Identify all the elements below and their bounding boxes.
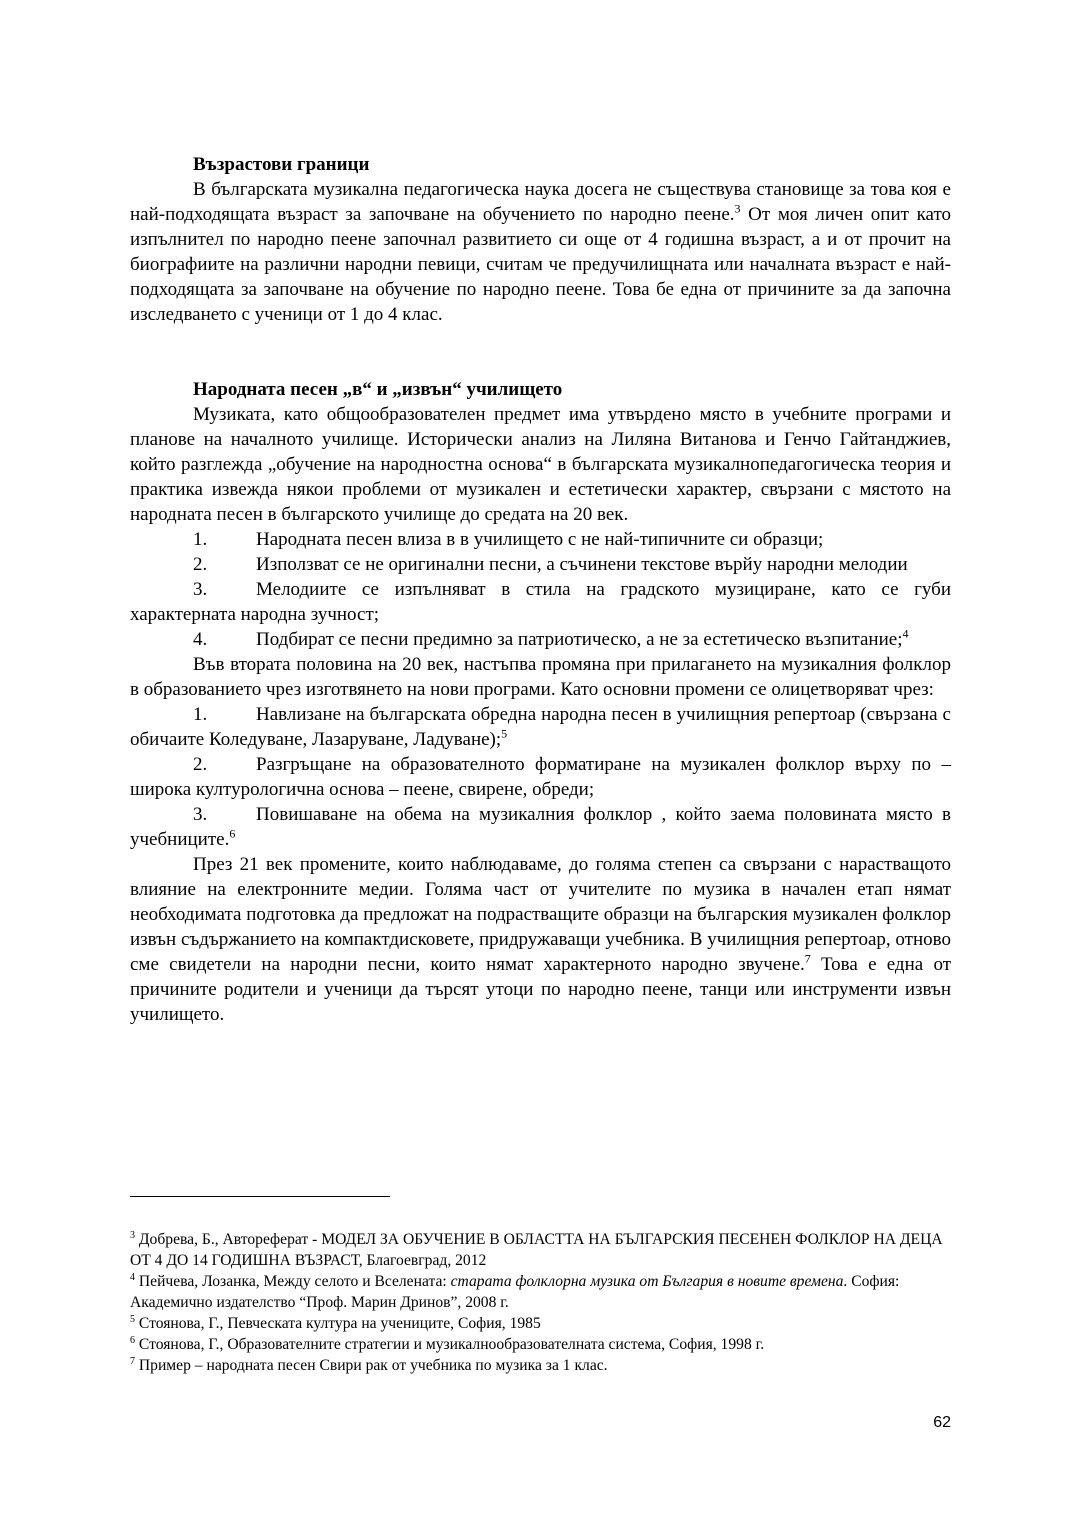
section-heading-age-limits: Възрастови граници: [193, 154, 370, 175]
footnote-ref: 4: [902, 626, 909, 641]
list-item: 2. Разгръщане на образователното форматиране на музикален фолклор върху по – широка културологична основа – пеене, свирене, обреди;: [130, 754, 951, 800]
section-heading-folk-song: Народната песен „в“ и „извън“ училището: [193, 379, 563, 400]
list-item: 4. Подбират се песни предимно за патриотическо, а не за естетическо възпитание;$^4$: [193, 626, 909, 650]
footnote: $^3$ Добрева, Б., Автореферат - МОДЕЛ ЗА ОБУЧЕНИЕ В ОБЛАСТТА НА БЪЛГАРСКИЯ ПЕСЕНЕН ФОЛКЛОР НА ДЕЦА ОТ 4 ДО 14 ГОДИШНА ВЪЗРАСТ, Благоевград, 2012: [130, 1229, 943, 1269]
list-item: 1. Народната песен влиза в в училището с не най-типичните си образци;: [193, 529, 824, 550]
footnote: $^5$ Стоянова, Г., Певческата култура на учениците, София, 1985: [130, 1313, 541, 1332]
list-item: 3. Повишаване на обема на музикалния фолклор , който заема половината място в учебниците.$^6$: [130, 804, 951, 850]
paragraph: Във втората половина на 20 век, настъпва промяна при прилагането на музикалния фолклор в образованието чрез изготвянето на нови програми. Като основни промени се олицетворяват чрез:: [130, 654, 951, 700]
footnote-ref: 6: [229, 826, 236, 841]
footnote-separator: [130, 1196, 390, 1197]
footnote: $^7$ Пример – народната песен Свири рак от учебника по музика за 1 клас.: [130, 1355, 608, 1374]
paragraph: В българската музикална педагогическа наука досега не съществува становище за това коя е най-подходящата възраст за започване на обучението по народно пеене.$^3$ От моя личен опит като изпълнител по народно пеене започнал развитието си още от 4 годишна възраст, а и от прочит на биографиите на различни народни певици, считам че предучилищната или началната възраст е най-подходящата за започване на обучение по народно пеене. Това бе една от причините за да започна изследването с ученици от 1 до 4 клас.: [130, 179, 952, 325]
footnote: $^6$ Стоянова, Г., Образователните стратегии и музикалнообразователната система, София, 1998 г.: [130, 1334, 765, 1353]
footnote-ref: 3: [734, 201, 741, 216]
list-item: 2. Използват се не оригинални песни, а съчинени текстове върйу народни мелодии: [193, 554, 908, 575]
body-text: [130, 152, 951, 1027]
footnote-ref: 5: [501, 726, 508, 741]
footnote-ref: 7: [804, 951, 811, 966]
list-item: 3. Мелодиите се изпълняват в стила на градското музициране, като се губи характерната народна зучност;: [130, 579, 951, 625]
page-number: 62: [933, 1414, 951, 1431]
footnotes: [130, 1229, 951, 1376]
paragraph: През 21 век промените, които наблюдаваме, до голяма степен са свързани с нарастващото влияние на електронните медии. Голяма част от учителите по музика в начален етап нямат необходимата подготовка да предложат на подрастващите образци на българския музикален фолклор извън съдържанието на компактдисковете, придружаващи учебника. В училищния репертоар, отново сме свидетели на народни песни, които нямат характерното народно звучене.$^7$ Това е една от причините родители и ученици да търсят утоци по народно пеене, танци или инструменти извън училището.: [130, 854, 951, 1025]
section-spacer: [130, 327, 951, 377]
footnote: $^4$ Пейчева, Лозанка, Между селото и Вселената: старата фолклорна музика от България в новите времена. София: Академично издателство “Проф. Марин Дринов”, 2008 г.: [130, 1271, 900, 1311]
paragraph: Музиката, като общообразователен предмет има утвърдено място в учебните програми и планове на началното училище. Исторически анализ на Лиляна Витанова и Генчо Гайтанджиев, който разглежда „обучение на народностна основа“ в българската музикалнопедагогическа теория и практика извежда някои проблеми от музикален и естетически характер, свързани с мястото на народната песен в българското училище до средата на 20 век.: [130, 404, 951, 525]
list-item: 1. Навлизане на българската обредна народна песен в училищния репертоар (свързана с обичаите Коледуване, Лазаруване, Ладуване);$^5$: [130, 704, 951, 750]
